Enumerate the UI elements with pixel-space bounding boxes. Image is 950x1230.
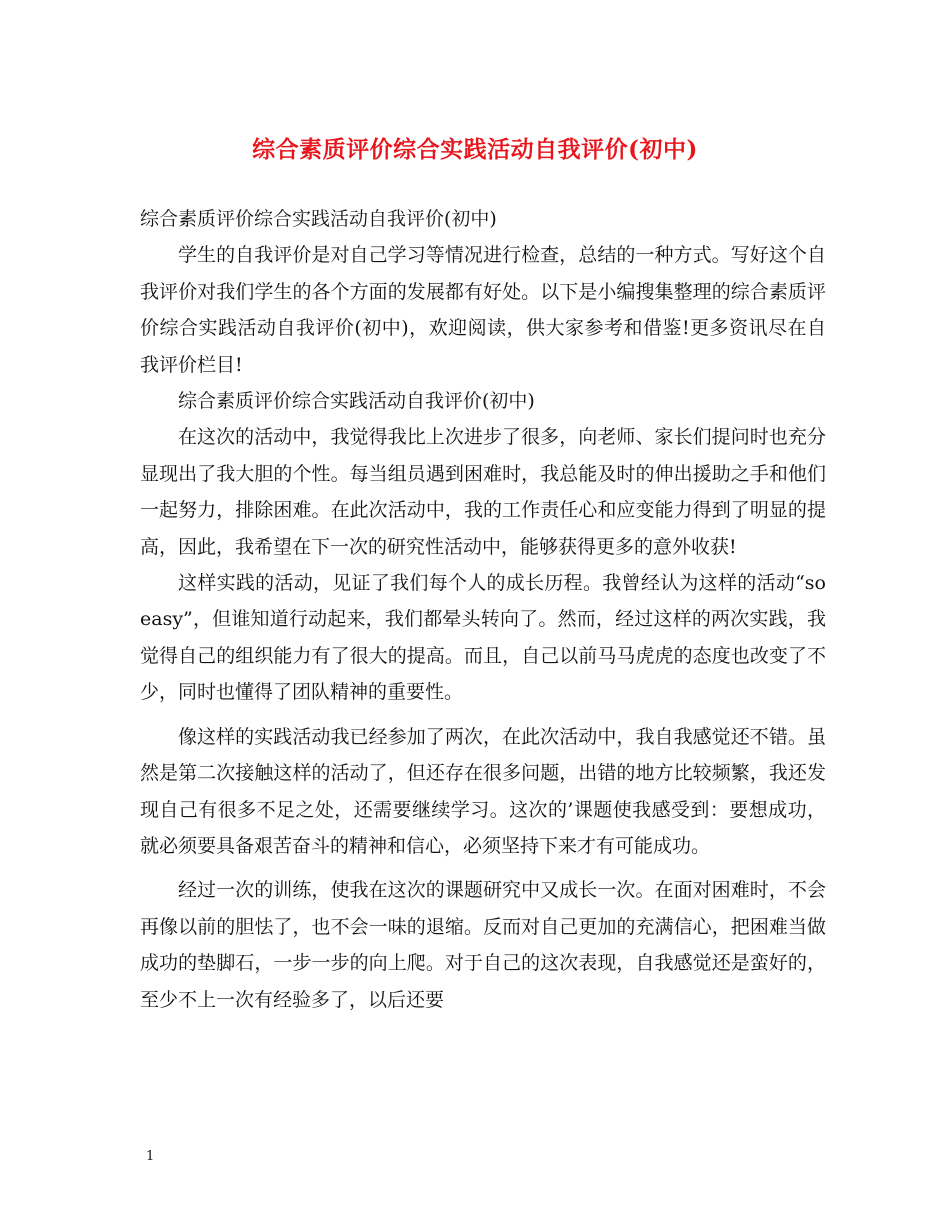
paragraph-practice: 像这样的实践活动我已经参加了两次，在此次活动中，我自我感觉还不错。虽然是第二次接触这样的活动了，但还存在很多问题，出错的地方比较频繁，我还发现自己有很多不足之处，还需要继续学习。这次的’课题使我感受到：要想成功，就必须要具备艰苦奋斗的精神和信心，必须坚持下来才有可能成功。 (140, 725, 826, 857)
document-body (140, 201, 826, 1018)
page-number: 1 (146, 1149, 155, 1164)
paragraph-subtitle: 综合素质评价综合实践活动自我评价(初中) (140, 208, 497, 230)
paragraph-intro: 学生的自我评价是对自己学习等情况进行检查，总结的一种方式。写好这个自我评价对我们学生的各个方面的发展都有好处。以下是小编搜集整理的综合素质评价综合实践活动自我评价(初中)，欢迎阅读，供大家参考和借鉴!更多资讯尽在自我评价栏目! (140, 244, 826, 376)
paragraph-activity: 在这次的活动中，我觉得我比上次进步了很多，向老师、家长们提问时也充分显现出了我大胆的个性。每当组员遇到困难时，我总能及时的伸出援助之手和他们一起努力，排除困难。在此次活动中，我的工作责任心和应变能力得到了明显的提高，因此，我希望在下一次的研究性活动中，能够获得更多的意外收获! (140, 426, 826, 558)
document-title: 综合素质评价综合实践活动自我评价(初中) (252, 136, 698, 163)
paragraph-heading-repeat: 综合素质评价综合实践活动自我评价(初中) (178, 390, 535, 413)
paragraph-growth: 这样实践的活动，见证了我们每个人的成长历程。我曾经认为这样的活动“so easy”，但谁知道行动起来，我们都晕头转向了。然而，经过这样的两次实践，我觉得自己的组织能力有了很大的提高。而且，自己以前马马虎虎的态度也改变了不少，同时也懂得了团队精神的重要性。 (140, 572, 826, 704)
paragraph-training: 经过一次的训练，使我在这次的课题研究中又成长一次。在面对困难时，不会再像以前的胆怯了，也不会一味的退缩。反而对自己更加的充满信心，把困难当做成功的垫脚石，一步一步的向上爬。对于自己的这次表现，自我感觉还是蛮好的，至少不上一次有经验多了，以后还要 (140, 879, 826, 1011)
